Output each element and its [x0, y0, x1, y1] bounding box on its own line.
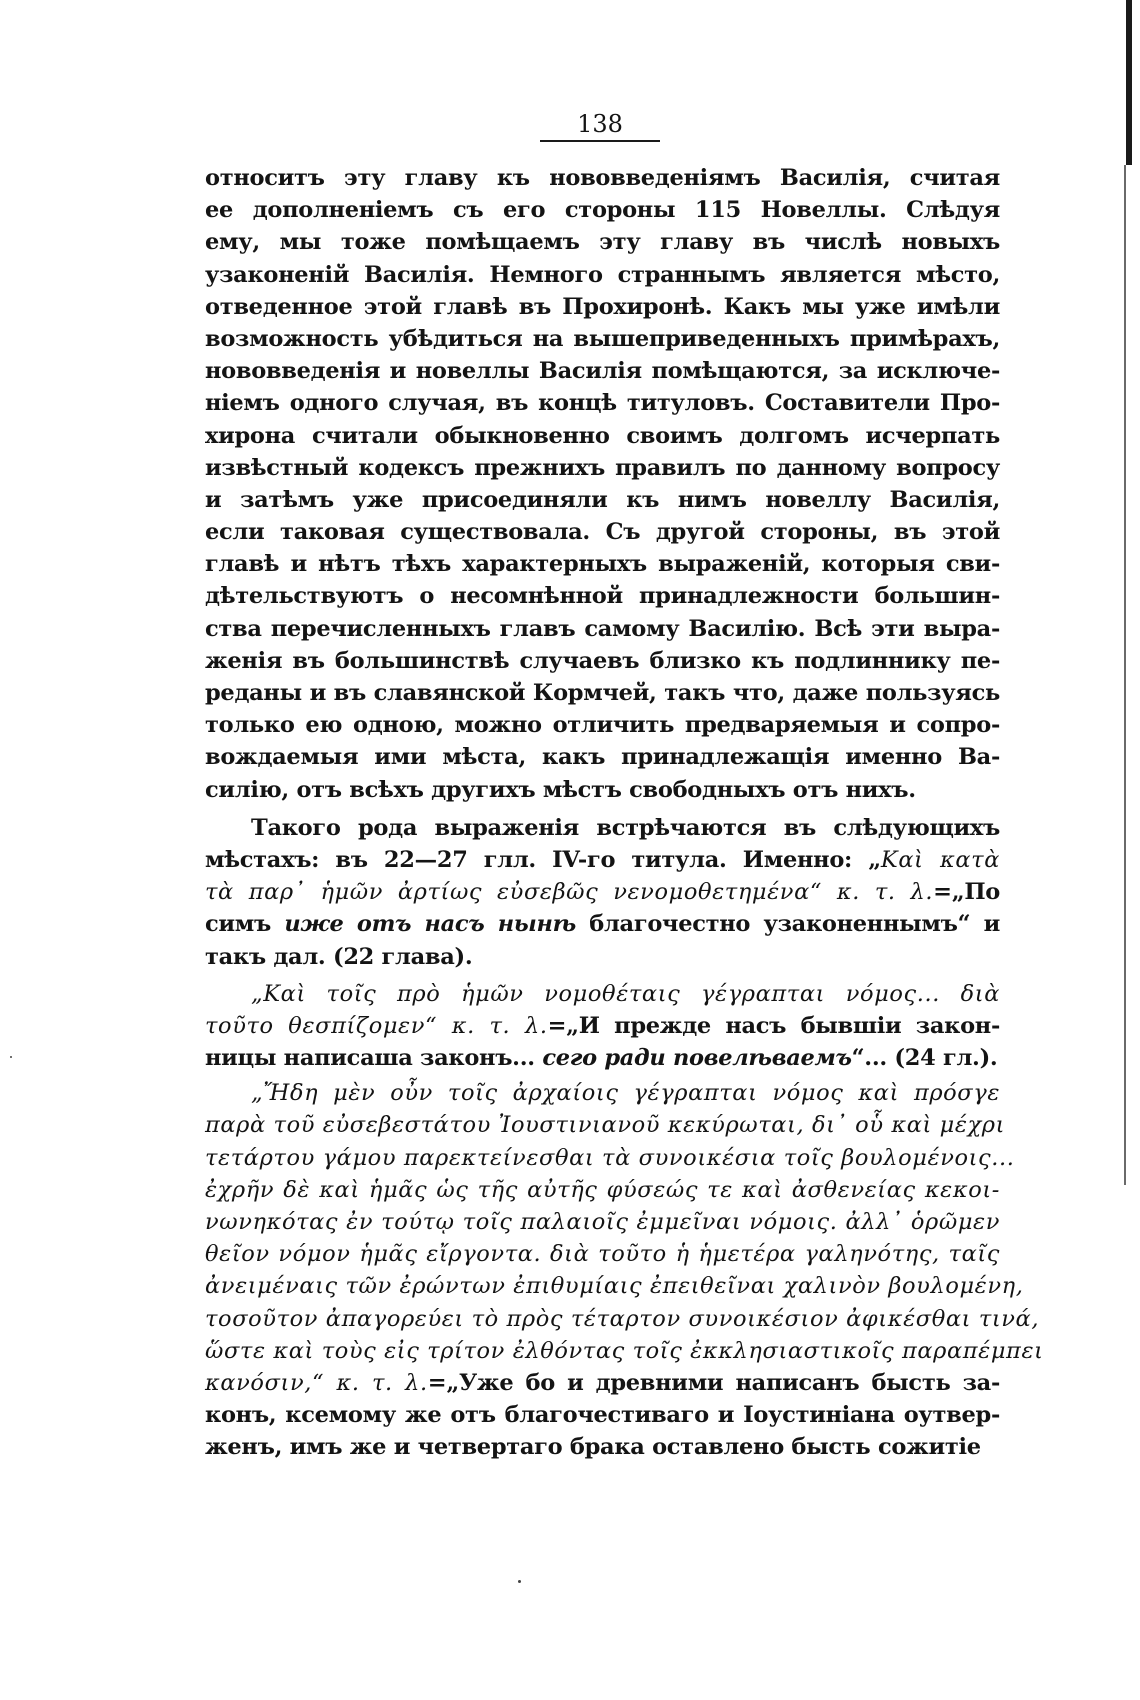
text-run: главѣ и нѣтъ тѣхъ характерныхъ выраженій, которыя сви- [205, 551, 1000, 578]
print-speck-margin [10, 1056, 12, 1058]
text-line [205, 709, 1000, 741]
text-line [205, 1431, 1000, 1463]
text-line [205, 645, 1000, 677]
greek-quote: παρὰ τοῦ εὐσεβεστάτου Ἰουστινιανοῦ κεκύρωται, δι᾽ οὗ καὶ μέχρι [205, 1112, 1006, 1139]
text-line [205, 323, 1000, 355]
text-run: “... (24 гл.). [851, 1045, 998, 1072]
greek-quote: τὰ παρ᾽ ἡμῶν ἀρτίως εὐσεβῶς νενομοθετημένα“ κ. τ. λ. [205, 879, 934, 906]
paragraph [205, 1077, 1044, 1463]
paragraph [205, 162, 1000, 806]
text-run: симъ [205, 911, 285, 938]
text-line [205, 1174, 1000, 1206]
text-line [205, 1042, 1000, 1074]
slavonic-emphasis: иже отъ насъ нынѣ [284, 911, 576, 938]
text-run: вождаемыя ими мѣста, какъ принадлежащія именно Ва- [205, 744, 1000, 771]
text-line [205, 978, 1000, 1010]
text-run: такъ дал. (22 глава). [205, 943, 473, 970]
body-text [205, 162, 1044, 1464]
text-line [205, 844, 1000, 876]
text-run: нововведенія и новеллы Василія помѣщаются, за исключе- [205, 358, 1000, 385]
text-line [205, 1142, 1015, 1174]
text-run: =„И прежде насъ бывшіи закон- [547, 1012, 1001, 1039]
text-run: если таковая существовала. Съ другой стороны, въ этой [205, 519, 1000, 546]
text-line [205, 941, 1000, 973]
page-number-rule [540, 140, 660, 142]
text-run: только ею одною, можно отличить предваряемыя и сопро- [205, 712, 1000, 739]
text-line [205, 355, 1000, 387]
text-run: женія въ большинствѣ случаевъ близко къ подлиннику пе- [205, 647, 1000, 674]
text-line [205, 387, 1000, 419]
text-line [205, 613, 1000, 645]
text-run: и затѣмъ уже присоединяли къ нимъ новеллу Василія, [205, 486, 1000, 513]
greek-quote: κανόσιν,“ κ. τ. λ. [205, 1369, 428, 1396]
greek-quote: ὥστε καὶ τοὺς εἰς τρίτον ἐλθόντας τοῖς ἐκκλησιαστικοῖς παραπέμπει [205, 1337, 1044, 1364]
text-line [205, 1303, 1040, 1335]
text-run: =„По [933, 879, 1000, 906]
text-line [205, 452, 1000, 484]
greek-quote: τοσοῦτον ἀπαγορεύει τὸ πρὸς τέταρτον συνοικέσιον ἀφικέσθαι τινά, [205, 1305, 1040, 1332]
text-run: женъ, имъ же и четвертаго брака оставлено бысть сожитіе [205, 1434, 981, 1461]
text-run: благочестно узаконеннымъ“ и [575, 911, 1000, 938]
text-line [205, 226, 1000, 258]
print-speck [518, 1580, 521, 1583]
text-line [205, 484, 1000, 516]
text-line [205, 677, 1000, 709]
text-line [205, 162, 1000, 194]
text-line [205, 291, 1000, 323]
text-line [205, 259, 1000, 291]
text-run: извѣстный кодексъ прежнихъ правилъ по данному вопросу [205, 454, 1000, 481]
text-line [205, 1010, 1000, 1042]
text-run: силію, отъ всѣхъ другихъ мѣстъ свободныхъ отъ нихъ. [205, 776, 916, 803]
text-run: ницы написаша законъ... [205, 1045, 543, 1072]
text-line [205, 1238, 1000, 1270]
text-run: Такого рода выраженія встрѣчаются въ слѣдующихъ [251, 814, 1000, 841]
text-line [205, 1367, 1000, 1399]
greek-quote: τετάρτου γάμου παρεκτείνεσθαι τὰ συνοικέσια τοῖς βουλομένοις... [205, 1144, 1015, 1171]
binding-edge-line-thin [1124, 165, 1126, 1185]
binding-edge-line [1126, 0, 1132, 165]
paragraph [205, 978, 1000, 1075]
text-line [205, 548, 1000, 580]
text-line [205, 812, 1000, 844]
page-number: 138 [577, 110, 623, 138]
text-line [205, 774, 1000, 806]
text-run: дѣтельствуютъ о несомнѣнной принадлежности большин- [205, 583, 1000, 610]
text-line [205, 1206, 1000, 1238]
text-line [205, 1335, 1044, 1367]
text-line [205, 741, 1000, 773]
text-line [205, 876, 1000, 908]
text-line [205, 580, 1000, 612]
text-run: мѣстахъ: въ 22—27 глл. IV-го титула. Именно: „ [205, 846, 881, 873]
text-run: узаконеній Василія. Немного страннымъ является мѣсто, [205, 261, 1000, 288]
text-run: возможность убѣдиться на вышеприведенныхъ примѣрахъ, [205, 325, 1000, 352]
text-line [205, 1399, 1000, 1431]
greek-quote: ἀνειμέναις τῶν ἐρώντων ἐπιθυμίαις ἐπειθεῖναι χαλινὸν βουλομένη, [205, 1273, 1024, 1300]
greek-quote: „Καὶ τοῖς πρὸ ἡμῶν νομοθέταις γέγραπται νόμος... διὰ [251, 980, 1000, 1007]
greek-quote: θεῖον νόμον ἡμᾶς εἴργοντα. διὰ τοῦτο ἡ ἡμετέρα γαληνότης, ταῖς [205, 1241, 1000, 1268]
greek-quote: νωνηκότας ἐν τούτῳ τοῖς παλαιοῖς ἐμμεῖναι νόμοις. ἀλλ᾽ ὁρῶμεν [205, 1209, 1000, 1235]
greek-quote: τοῦτο θεσπίζομεν“ κ. τ. λ. [205, 1012, 548, 1039]
text-run: =„Уже бо и древними написанъ бысть за- [427, 1369, 1000, 1396]
text-line [205, 1270, 1024, 1302]
slavonic-emphasis: сего ради повелѣваемъ [542, 1045, 852, 1072]
text-line [205, 908, 1000, 940]
text-run: ніемъ одного случая, въ концѣ титуловъ. Составители Про- [205, 390, 1000, 417]
text-run: относитъ эту главу къ нововведеніямъ Василія, считая [205, 165, 1000, 191]
text-run: реданы и въ славянской Кормчей, такъ что, даже пользуясь [205, 680, 1000, 706]
text-run: отведенное этой главѣ въ Прохиронѣ. Какъ мы уже имѣли [205, 293, 1000, 320]
greek-quote: ἐχρῆν δὲ καὶ ἡμᾶς ὡς τῆς αὐτῆς φύσεώς τε καὶ ἀσθενείας κεκοι- [205, 1176, 1000, 1203]
text-line [205, 194, 1000, 226]
text-run: ее дополненіемъ съ его стороны 115 Новеллы. Слѣдуя [205, 197, 1000, 224]
text-run: хирона считали обыкновенно своимъ долгомъ исчерпать [205, 422, 1000, 449]
text-line [205, 1109, 1006, 1141]
text-run: ему, мы тоже помѣщаемъ эту главу въ числѣ новыхъ [205, 229, 1000, 256]
greek-quote: Καὶ κατὰ [880, 846, 1000, 873]
text-run: конъ, ксемому же отъ благочестиваго и Іоустиніана оутвер- [205, 1402, 1000, 1429]
paragraph [205, 812, 1000, 973]
greek-quote: „Ἤδη μὲν οὖν τοῖς ἀρχαίοις γέγραπται νόμος καὶ πρόσγε [251, 1080, 1000, 1107]
text-run: ства перечисленныхъ главъ самому Василію. Всѣ эти выра- [205, 615, 1000, 642]
text-line [205, 516, 1000, 548]
text-line [205, 1077, 1000, 1109]
text-line [205, 420, 1000, 452]
